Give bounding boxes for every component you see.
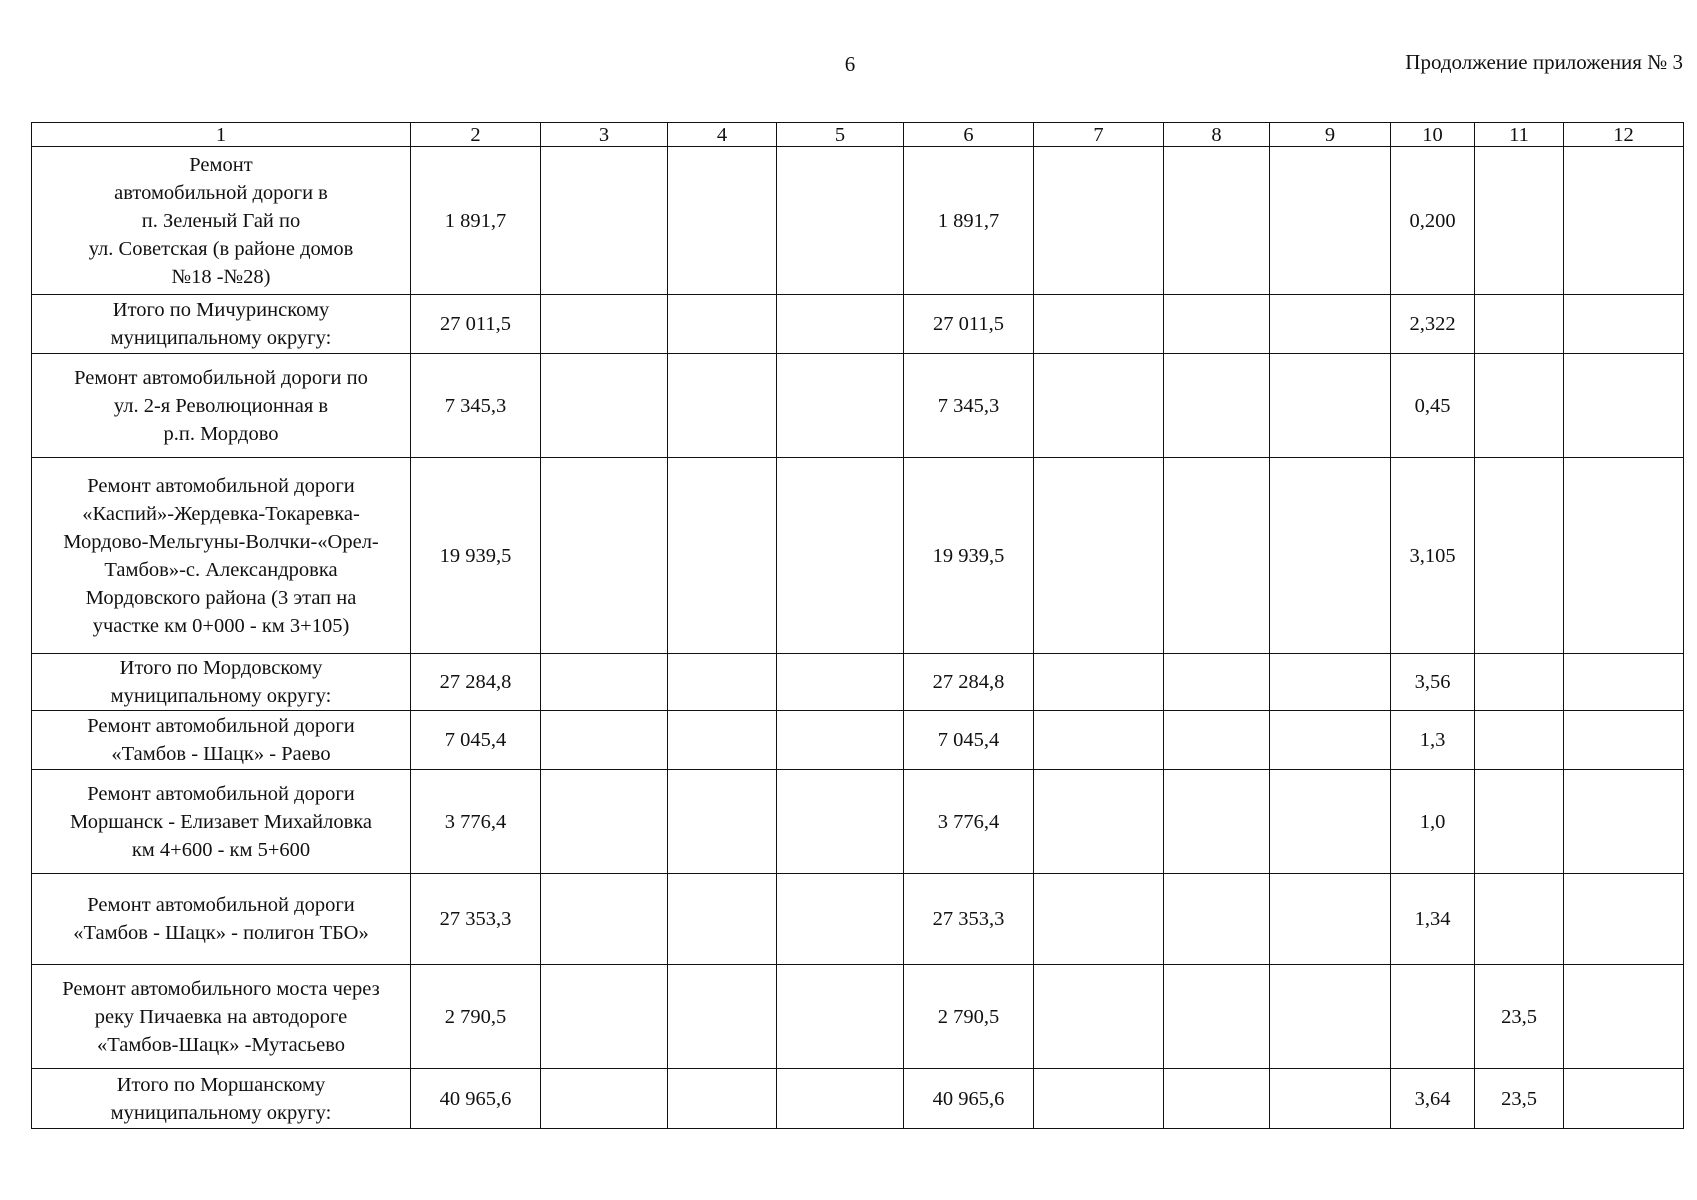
column-2-cell: 40 965,6 [411,1069,541,1129]
cell-text-line: муниципальному округу: [110,327,332,349]
cell-text-line: Ремонт автомобильной дороги по [74,366,368,389]
column-4-cell [668,354,777,458]
column-9-cell [1270,711,1391,770]
cell-text-line: Ремонт [189,153,253,176]
column-header: 6 [904,123,1034,147]
column-8-cell [1164,1069,1270,1129]
cell-text-line: №18 -№28) [171,265,271,288]
column-7-cell [1034,458,1164,654]
column-6-cell: 27 011,5 [904,295,1034,354]
column-11-cell [1475,874,1564,965]
column-3-cell [541,711,668,770]
column-6-cell: 19 939,5 [904,458,1034,654]
column-6-cell: 3 776,4 [904,770,1034,874]
column-header: 10 [1391,123,1475,147]
column-4-cell [668,965,777,1069]
column-11-cell [1475,147,1564,295]
total-row [32,654,1684,711]
column-6-cell: 1 891,7 [904,147,1034,295]
table-row [32,354,1684,458]
continuation-label: Продолжение приложения № 3 [1405,50,1683,74]
column-2-cell: 7 045,4 [411,711,541,770]
column-2-cell: 7 345,3 [411,354,541,458]
column-12-cell [1564,354,1684,458]
cell-text-line: муниципальному округу: [110,1101,332,1124]
cell-text-line: автомобильной дороги в [114,181,328,204]
column-2-cell: 19 939,5 [411,458,541,654]
column-3-cell [541,654,668,711]
column-10-cell: 2,322 [1391,295,1475,354]
column-7-cell [1034,147,1164,295]
cell-text-line: п. Зеленый Гай по [141,209,301,232]
work-name-cell [32,458,411,654]
column-header: 5 [777,123,904,147]
column-8-cell [1164,711,1270,770]
column-5-cell [777,458,904,654]
column-header: 3 [541,123,668,147]
column-11-cell [1475,654,1564,711]
column-6-cell: 40 965,6 [904,1069,1034,1129]
work-name-cell [32,874,411,965]
table-row [32,965,1684,1069]
column-5-cell [777,654,904,711]
table-row [32,147,1684,295]
column-5-cell [777,711,904,770]
column-7-cell [1034,295,1164,354]
cell-text-line: Итого по Мичуринскому [112,299,330,321]
column-7-cell [1034,711,1164,770]
column-4-cell [668,295,777,354]
table-row [32,874,1684,965]
cell-text-line: Ремонт автомобильного моста через [62,977,380,1000]
column-8-cell [1164,874,1270,965]
column-5-cell [777,770,904,874]
column-6-cell: 2 790,5 [904,965,1034,1069]
column-4-cell [668,458,777,654]
total-label-cell [32,1069,411,1129]
column-12-cell [1564,654,1684,711]
work-name-cell [32,965,411,1069]
column-10-cell: 3,56 [1391,654,1475,711]
column-6-cell: 7 345,3 [904,354,1034,458]
column-3-cell [541,147,668,295]
cell-text-line: ул. Советская (в районе домов [88,237,354,260]
column-6-cell: 27 353,3 [904,874,1034,965]
column-5-cell [777,1069,904,1129]
cell-text-line: «Тамбов - Шацк» - полигон ТБО» [73,922,369,944]
column-12-cell [1564,965,1684,1069]
column-header: 9 [1270,123,1391,147]
column-3-cell [541,354,668,458]
column-3-cell [541,965,668,1069]
column-2-cell: 1 891,7 [411,147,541,295]
column-header: 7 [1034,123,1164,147]
column-header: 1 [32,123,411,147]
column-11-cell [1475,770,1564,874]
column-10-cell: 3,64 [1391,1069,1475,1129]
column-header: 12 [1564,123,1684,147]
column-2-cell: 27 353,3 [411,874,541,965]
total-label-cell [32,654,411,711]
column-10-cell: 0,45 [1391,354,1475,458]
column-9-cell [1270,874,1391,965]
cell-text-line: ул. 2-я Революционная в [113,394,329,417]
cell-text-line: реку Пичаевка на автодороге [94,1005,348,1028]
column-4-cell [668,874,777,965]
column-4-cell [668,654,777,711]
page-number: 6 [844,52,856,76]
column-10-cell: 1,3 [1391,711,1475,770]
column-4-cell [668,770,777,874]
column-3-cell [541,770,668,874]
column-12-cell [1564,147,1684,295]
column-8-cell [1164,295,1270,354]
column-11-cell [1475,458,1564,654]
cell-text-line: «Каспий»-Жердевка-Токаревка- [82,502,360,525]
column-8-cell [1164,458,1270,654]
cell-text-line: км 4+600 - км 5+600 [131,838,311,861]
column-7-cell [1034,770,1164,874]
column-12-cell [1564,295,1684,354]
total-row [32,1069,1684,1129]
column-9-cell [1270,458,1391,654]
table-row [32,458,1684,654]
column-header: 8 [1164,123,1270,147]
column-5-cell [777,295,904,354]
column-10-cell: 1,34 [1391,874,1475,965]
column-9-cell [1270,770,1391,874]
column-2-cell: 3 776,4 [411,770,541,874]
column-9-cell [1270,654,1391,711]
column-3-cell [541,874,668,965]
column-9-cell [1270,965,1391,1069]
column-9-cell [1270,147,1391,295]
column-11-cell [1475,711,1564,770]
column-5-cell [777,874,904,965]
work-name-cell [32,147,411,295]
cell-text-line: Ремонт автомобильной дороги [87,782,355,805]
column-12-cell [1564,874,1684,965]
column-header: 4 [668,123,777,147]
column-9-cell [1270,354,1391,458]
column-12-cell [1564,1069,1684,1129]
work-name-cell [32,770,411,874]
column-10-cell: 3,105 [1391,458,1475,654]
column-8-cell [1164,147,1270,295]
cell-text-line: Итого по Моршанскому [116,1073,326,1096]
column-2-cell: 27 284,8 [411,654,541,711]
cell-text-line: р.п. Мордово [163,422,279,445]
table-row [32,770,1684,874]
column-11-cell: 23,5 [1475,965,1564,1069]
column-12-cell [1564,770,1684,874]
column-3-cell [541,1069,668,1129]
column-header: 2 [411,123,541,147]
column-4-cell [668,147,777,295]
column-10-cell: 0,200 [1391,147,1475,295]
column-number-row [32,123,1684,147]
column-9-cell [1270,295,1391,354]
total-row [32,295,1684,354]
column-8-cell [1164,770,1270,874]
cell-text-line: «Тамбов - Шацк» - Раево [111,743,331,765]
column-5-cell [777,147,904,295]
cell-text-line: участке км 0+000 - км 3+105) [92,614,350,637]
column-5-cell [777,965,904,1069]
column-9-cell [1270,1069,1391,1129]
column-7-cell [1034,874,1164,965]
column-11-cell: 23,5 [1475,1069,1564,1129]
column-7-cell [1034,1069,1164,1129]
total-label-cell [32,295,411,354]
column-header: 11 [1475,123,1564,147]
cell-text-line: Моршанск - Елизавет Михайловка [69,810,373,833]
cell-text-line: муниципальному округу: [110,685,332,707]
work-name-cell [32,354,411,458]
column-11-cell [1475,295,1564,354]
column-3-cell [541,458,668,654]
cell-text-line: Мордово-Мельгуны-Волчки-«Орел- [63,530,379,553]
column-10-cell: 1,0 [1391,770,1475,874]
column-7-cell [1034,654,1164,711]
column-6-cell: 7 045,4 [904,711,1034,770]
column-7-cell [1034,965,1164,1069]
cell-text-line: Ремонт автомобильной дороги [87,894,355,916]
cell-text-line: «Тамбов-Шацк» -Мутасьево [96,1033,346,1056]
column-8-cell [1164,965,1270,1069]
cell-text-line: Ремонт автомобильной дороги [87,474,355,497]
table-row [32,711,1684,770]
column-10-cell [1391,965,1475,1069]
column-5-cell [777,354,904,458]
column-12-cell [1564,711,1684,770]
cell-text-line: Тамбов»-с. Александровка [104,558,338,581]
column-11-cell [1475,354,1564,458]
column-4-cell [668,711,777,770]
column-6-cell: 27 284,8 [904,654,1034,711]
column-2-cell: 27 011,5 [411,295,541,354]
table-body [32,147,1684,1129]
column-8-cell [1164,354,1270,458]
column-4-cell [668,1069,777,1129]
work-name-cell [32,711,411,770]
column-2-cell: 2 790,5 [411,965,541,1069]
column-7-cell [1034,354,1164,458]
data-table [31,122,1684,1129]
cell-text-line: Ремонт автомобильной дороги [87,715,355,737]
column-3-cell [541,295,668,354]
column-8-cell [1164,654,1270,711]
cell-text-line: Мордовского района (3 этап на [85,586,357,609]
column-12-cell [1564,458,1684,654]
cell-text-line: Итого по Мордовскому [119,657,323,679]
